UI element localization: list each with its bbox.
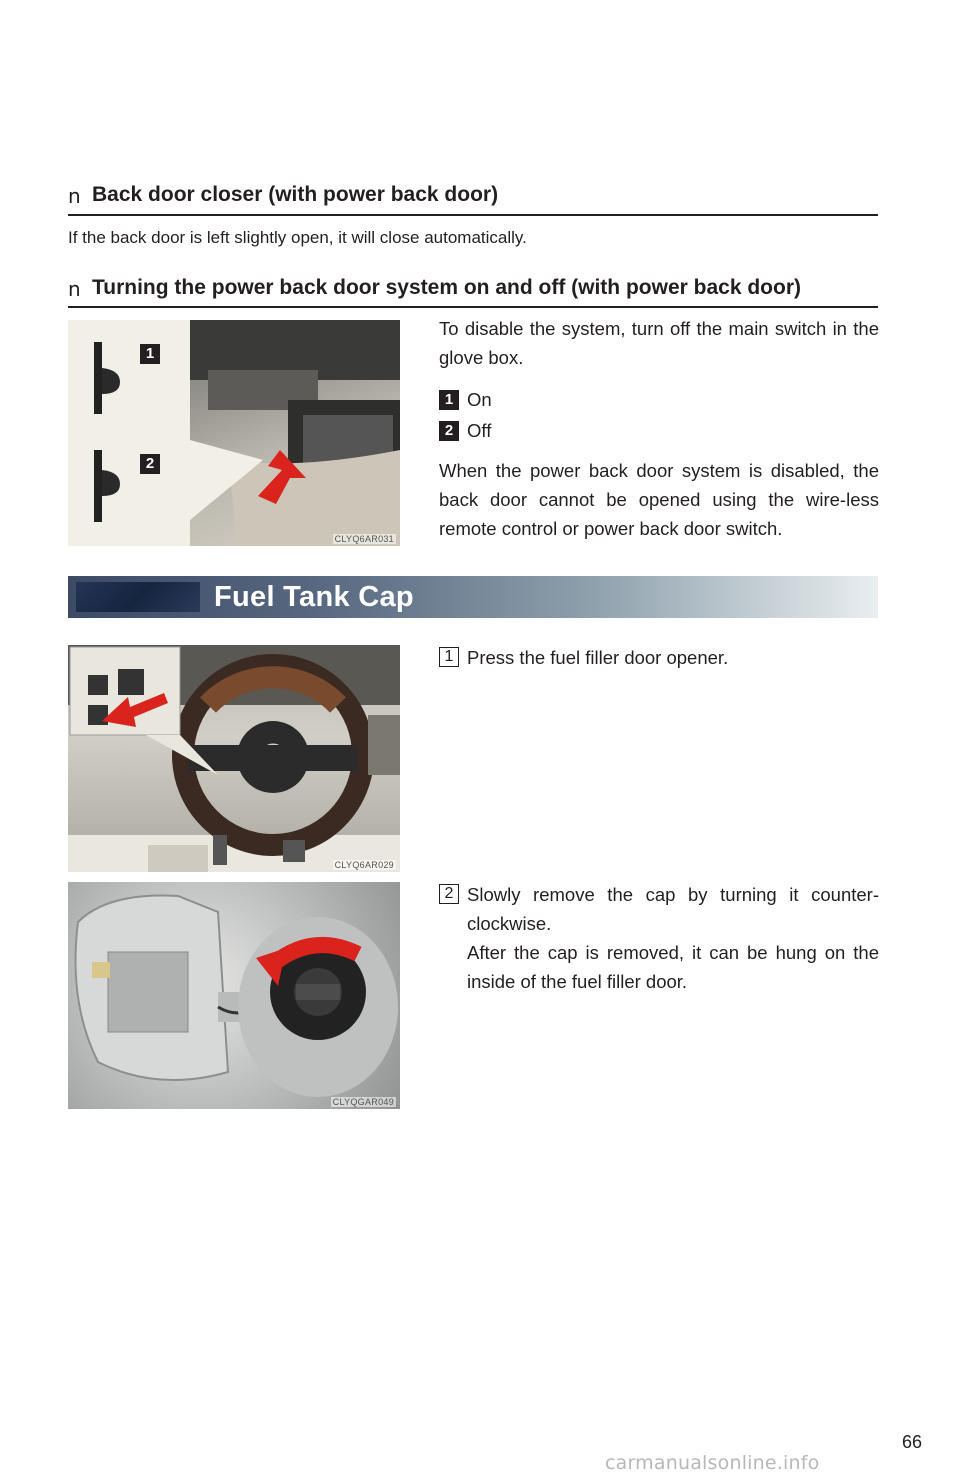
watermark: carmanualsonline.info [605, 1452, 820, 1474]
power-back-door-heading: Turning the power back door system on and off (with power back door) [92, 276, 801, 299]
callout-2: 2 [140, 454, 160, 474]
image-code: CLYQ6AR031 [334, 534, 394, 544]
item-number-2: 2 [439, 421, 459, 441]
step-number-2: 2 [439, 884, 459, 904]
page-number: 66 [901, 1432, 922, 1452]
heading-bullet: n [68, 184, 81, 208]
step-2-subtext: After the cap is removed, it can be hung on the inside of the fuel filler door. [467, 942, 879, 992]
back-door-closer-text: If the back door is left slightly open, it will close automatically. [68, 228, 527, 247]
fuel-tank-cap-banner [68, 576, 878, 618]
step-1-text: Press the fuel filler door opener. [467, 647, 729, 668]
item-label-on: On [467, 389, 492, 410]
banner-swatch [76, 582, 200, 612]
callout-1: 1 [140, 344, 160, 364]
fuel-door-opener-image [68, 645, 400, 872]
back-door-closer-heading: Back door closer (with power back door) [92, 183, 499, 206]
glove-box-switch-image [68, 320, 400, 546]
heading-rule [68, 214, 878, 216]
item-label-off: Off [467, 420, 492, 441]
fuel-tank-cap-title: Fuel Tank Cap [214, 581, 414, 613]
power-back-door-intro: To disable the system, turn off the main switch in the glove box. [439, 318, 879, 368]
image-code: CLYQ6AR029 [334, 860, 394, 870]
heading-rule [68, 306, 878, 308]
power-back-door-note: When the power back door system is disabled, the back door cannot be opened using the wire-less remote control or power back door switch. [439, 460, 879, 539]
step-number-1: 1 [439, 647, 459, 667]
item-number-1: 1 [439, 390, 459, 410]
step-2-text: Slowly remove the cap by turning it counter-clockwise. [467, 884, 879, 934]
heading-bullet: n [68, 277, 81, 301]
image-code: CLYQGAR049 [332, 1097, 394, 1107]
fuel-cap-image [68, 882, 400, 1109]
